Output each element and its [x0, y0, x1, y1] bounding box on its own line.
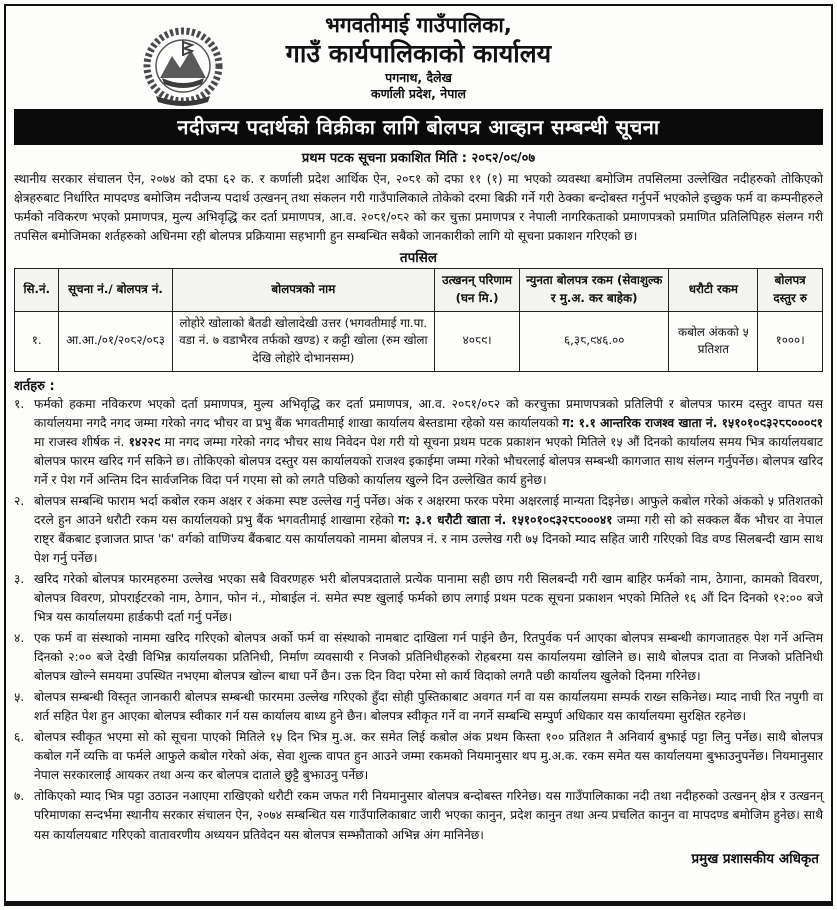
letterhead: [14, 10, 823, 103]
conditions-list: [14, 395, 823, 845]
condition-number: ७.: [14, 789, 25, 804]
cell-deposit: कबोल अंकको ५ प्रतिशत: [669, 311, 758, 371]
condition-text: तोकिएको म्याद भित्र पट्टा उठाउन नआएमा राखिएको धरौटी रकम जफत गरी नियमानुसार बोलपत्र बन्दोबस्त गरिनेछ। यस गाउँपालिकाका नदी तथा नदीहरुको उत्खनन् क्षेत्र र उत्खनन् परिमाणका सन्दर्भमा स्थानीय सरकार संचालन ऐन, २०७४ सम्बन्धित यस गाउँपालिकाबाट जारी भएका कानुन, प्रदेश कानुन तथा अन्य प्रचलित कानुन वा मापदण्ड बमोजिम हुनेछ। साथै यस कार्यालयबाट गरिएको वातावरणीय अध्ययन प्रतिवेदन यस बोलपत्र सम्झौताको अभिन्न अंग मानिनेछ।: [34, 789, 823, 842]
col-header-tender-name: बोलपत्रको नाम: [172, 269, 435, 311]
cell-fee: १०००।: [758, 311, 823, 371]
signature-title: प्रमुख प्रशासकीय अधिकृत: [691, 850, 819, 867]
condition-number: ३.: [14, 572, 25, 587]
condition-text: एक फर्म वा संस्थाको नाममा खरिद गरिएको बोलपत्र अर्को फर्म वा संस्थाको नामबाट दाखिला गर्न पाईने छैन, रितपुर्वक पर्न आएका बोलपत्र सम्बन्धी कागजातहरु पेश गर्ने अन्तिम दिनको २:०० बजे देखी विभिन्न कार्यालयका प्रतिनिधी, निर्माण व्यवसायी र निजको प्रतिनिधीहरुको रोहबरमा यस कार्यालयमा खोलिने छ। साथै बोलपत्र दाता वा निजको प्रतिनिधी बोलपत्र खोल्ने समयमा उपस्थित नभएमा बोलपत्र खोल्न बाधा पर्ने छैन। उक्त दिन विदा परेमा सो कार्य विदाको लगतै पछी कार्यालय खुलेको दिनमा गरिनेछ।: [34, 631, 823, 684]
col-header-quantity: उत्खनन् परिणाम (घन मि.): [435, 269, 520, 311]
condition-item: [14, 787, 823, 844]
condition-number: ४.: [14, 631, 25, 646]
col-header-serial: सि.नं.: [15, 269, 59, 311]
condition-text: फर्मको हकमा नविकरण भएको दर्ता प्रमाणपत्र, मुल्य अभिवृद्धि कर दर्ता प्रमाणपत्र, आ.व. २०८१/०८२ को करचुक्ता प्रमाणपत्रको प्रतिलिपी र बोलपत्र फारम दस्तुर वापत यस कार्यालयमा नगदै नगद जम्मा गरेको नगद भौचर वा प्रभु बैंक भगवतीमाई शाखा कार्यालय बेस्तडामा रहेको यस कार्यालयको ग: १.१ आन्तरिक राजश्व खाता नं. १५१०१०९३२८८०००९१ मा राजस्व शीर्षक नं. १४२२९ मा नगद जम्मा गरेको नगद भौचर साथ निवेदन पेश गरी यो सूचना प्रथम पटक प्रकाशन भएको मितिले १५ औं दिनको कार्यालय समय भित्र कार्यालयबाट बोलपत्र फारम खरिद गर्न सकिने छ। तोकिएको बोलपत्र दस्तुर यस कार्यालयको राजश्व इकाईमा जम्मा गरेको भौचरलाई बोलपत्र सम्बन्धी कागजात साथ संलग्न गर्नुपर्नेछ। बोलपत्र खरिद गर्ने र पेश गर्ने अन्तिम दिन सार्वजनिक विदा पर्न गएमा सो को लगतै पछिको कार्यालय खुल्ने दिन उल्लेखित कार्य हुनेछ।: [34, 396, 823, 487]
cell-quantity: ४०८९।: [435, 311, 520, 371]
municipality-name: भगवतीमाई गाउँपालिका,: [325, 13, 512, 37]
cell-serial: १.: [15, 311, 59, 371]
cell-notice-no: आ.आ./०१/२०८२/०८३: [59, 311, 172, 371]
notice-title-banner: नदीजन्य पदार्थको विक्रीका लागि बोलपत्र आव्हान सम्बन्धी सूचना: [14, 109, 823, 145]
condition-text: खरिद गरेको बोलपत्र फारमहरुमा उल्लेख भएका सबै विवरणहरु भरी बोलपत्रदाताले प्रत्येक पानामा सही छाप गरी सिलबन्दी गरी खाम बाहिर फर्मको नाम, ठेगाना, कामको विवरण, बोलपत्र विवरण, प्रोपराईटरको नाम, ठेगान, फोन नं., मोबाईल नं. समेत स्पष्ट खुलाई फर्मको छाप लगाई प्रथम पटक सूचना प्रकाशन भएको मितिले १६ औं दिन दिनको १२:०० बजे भित्र यस कार्यालयमा हार्डकपी दर्ता गर्नु पर्नेछ।: [34, 572, 823, 625]
conditions-heading: शर्तहरु :: [14, 378, 55, 394]
table-row: [15, 311, 823, 371]
condition-text: बोलपत्र सम्बन्धि फाराम भर्दा कबोल रकम अक्षर र अंकमा स्पष्ट उल्लेख गर्नु पर्नेछ। अंक र अक्षरमा फरक परेमा अक्षरलाई मान्यता दिइनेछ। आफुले कबोल गरेको अंकको ५ प्रतिशतको दरले हुन आउने धरौटी रकम यस कार्यालयको प्रभु बैंक भगवतीमाई शाखामा रहेको ग: ३.१ धरौटी खाता नं. १५१०१०९३२८८०००४१ जम्मा गरी सो को सक्कल बैंक भौचर वा नेपाल राष्ट्र बैंकबाट इजाजत प्राप्त 'क' वर्गको वाणिज्य बैंकबाट यस कार्यालयको नाममा बोलपत्र नं. र नाम उल्लेख गरी ७५ दिनको म्याद सहित जारी गरिएको विड वण्ड सिलबन्दी खाम साथ पेश गर्नु पर्नेछ।: [34, 493, 823, 566]
condition-item: [14, 395, 823, 490]
office-name: गाउँ कार्यपालिकाको कार्यालय: [285, 39, 552, 69]
condition-item: [14, 688, 823, 726]
table-header-row: [15, 269, 823, 311]
condition-number: ६.: [14, 730, 25, 745]
condition-number: २.: [14, 493, 25, 508]
condition-text: बोलपत्र सम्बन्धी विस्तृत जानकारी बोलपत्र सम्बन्धी फारममा उल्लेख गरिएको हुँदा सोही पुस्तिकाबाट अवगत गर्न वा यस कार्यालयमा सम्पर्क राख्न सकिनेछ। म्याद नाघी रित नपुगी वा शर्त सहित पेश हुन आएका बोलपत्र स्वीकार गर्न यस कार्यालय बाध्य हुने छैन। बोलपत्र स्वीकृत गर्ने वा नगर्ने सम्बन्धि सम्पुर्ण अधिकार यस कार्यालयमा सुरक्षित रहनेछ।: [34, 690, 823, 724]
notice-page: [4, 4, 833, 906]
col-header-deposit: धरौटी रकम: [669, 269, 758, 311]
cell-min-amount: ६,३८,९४६.००: [519, 311, 668, 371]
condition-text: बोलपत्र स्वीकृत भएमा सो को सूचना पाएको मितिले १५ दिन भित्र मु.अ. कर समेत लिई कबोल अंक प्रथम किस्ता १०० प्रतिशत नै अनिवार्य बुझाई पट्टा लिनु पर्नेछ। साथै बोलपत्र कबोल गर्ने व्यक्ति वा फर्मले आफुले कबोल गरेको अंक, सेवा शुल्क वापत हुन आउने जम्मा रकमको नियमानुसार थप मु.अ.क. रकम समेत यस कार्यालयमा बुझाउनुपर्नेछ। नियमानुसार नेपाल सरकारलाई आयकर तथा अन्य कर बोलपत्र दाताले छुट्टै बुझाउनु पर्नेछ।: [34, 730, 823, 783]
intro-paragraph: स्थानीय सरकार संचालन ऐन, २०७४ को दफा ६२ क. र कर्णाली प्रदेश आर्थिक ऐन, २०८१ को दफा ११ (१) मा भएको व्यवस्था बमोजिम तपसिलमा उल्लेखित नदीहरुको तोकिएको क्षेत्रहरुबाट निर्धारित मापदण्ड बमोजिम नदीजन्य पदार्थ उत्खनन् तथा संकलन गरी गाउँपालिकाले तोकेको दरमा बिक्री गर्ने गरी ठेक्का बन्दोबस्त गर्नुपर्ने भएकोले इच्छुक फर्म वा कम्पनीहरुले फर्मको नविकरण भएको प्रमाणपत्र, मुल्य अभिवृद्धि कर दर्ता प्रमाणपत्र, आ.व. २०८१/०८२ को कर चुक्ता प्रमाणपत्र र नेपाली नागरिकताको प्रमाणपत्रको प्रमाणित प्रतिलिपिहरु संलग्न गरी तपसिल बमोजिमका शर्तहरुको अधिनमा रही बोलपत्र प्रक्रियामा सहभागी हुन सम्बन्धित सबैको जानकारीको लागि यो सूचना प्रकाशन गरिएको छ।: [14, 172, 823, 244]
col-header-notice-no: सूचना नं./ बोलपत्र नं.: [59, 269, 172, 311]
published-date-line: प्रथम पटक सूचना प्रकाशित मिति : २०८२/०९/०७: [301, 151, 536, 167]
address-line-2: कर्णाली प्रदेश, नेपाल: [370, 86, 467, 102]
cell-tender-name: लोहोरे खोलाको बैतढी खोलादेखी उत्तर (भगवतीमाई गा.पा. वडा नं. ७ वडाभैरव तर्फको खण्ड) र कट्टी खोला (रुम खोला देखि लोहोरे दोभानसम्म): [172, 311, 435, 371]
nepal-emblem-logo: [142, 26, 224, 112]
tender-spec-table: [14, 268, 823, 371]
col-header-fee: बोलपत्र दस्तुर रु: [758, 269, 823, 311]
condition-item: [14, 492, 823, 568]
condition-item: [14, 570, 823, 627]
col-header-min-amount: न्युनता बोलपत्र रकम (सेवाशुल्क र मु.अ. कर बाहेक): [519, 269, 668, 311]
condition-item: [14, 728, 823, 785]
condition-number: ५.: [14, 690, 25, 705]
condition-item: [14, 629, 823, 686]
address-line-1: पगनाथ, दैलेख: [385, 69, 452, 85]
table-caption: तपसिल: [399, 250, 438, 267]
condition-number: १.: [14, 396, 25, 411]
